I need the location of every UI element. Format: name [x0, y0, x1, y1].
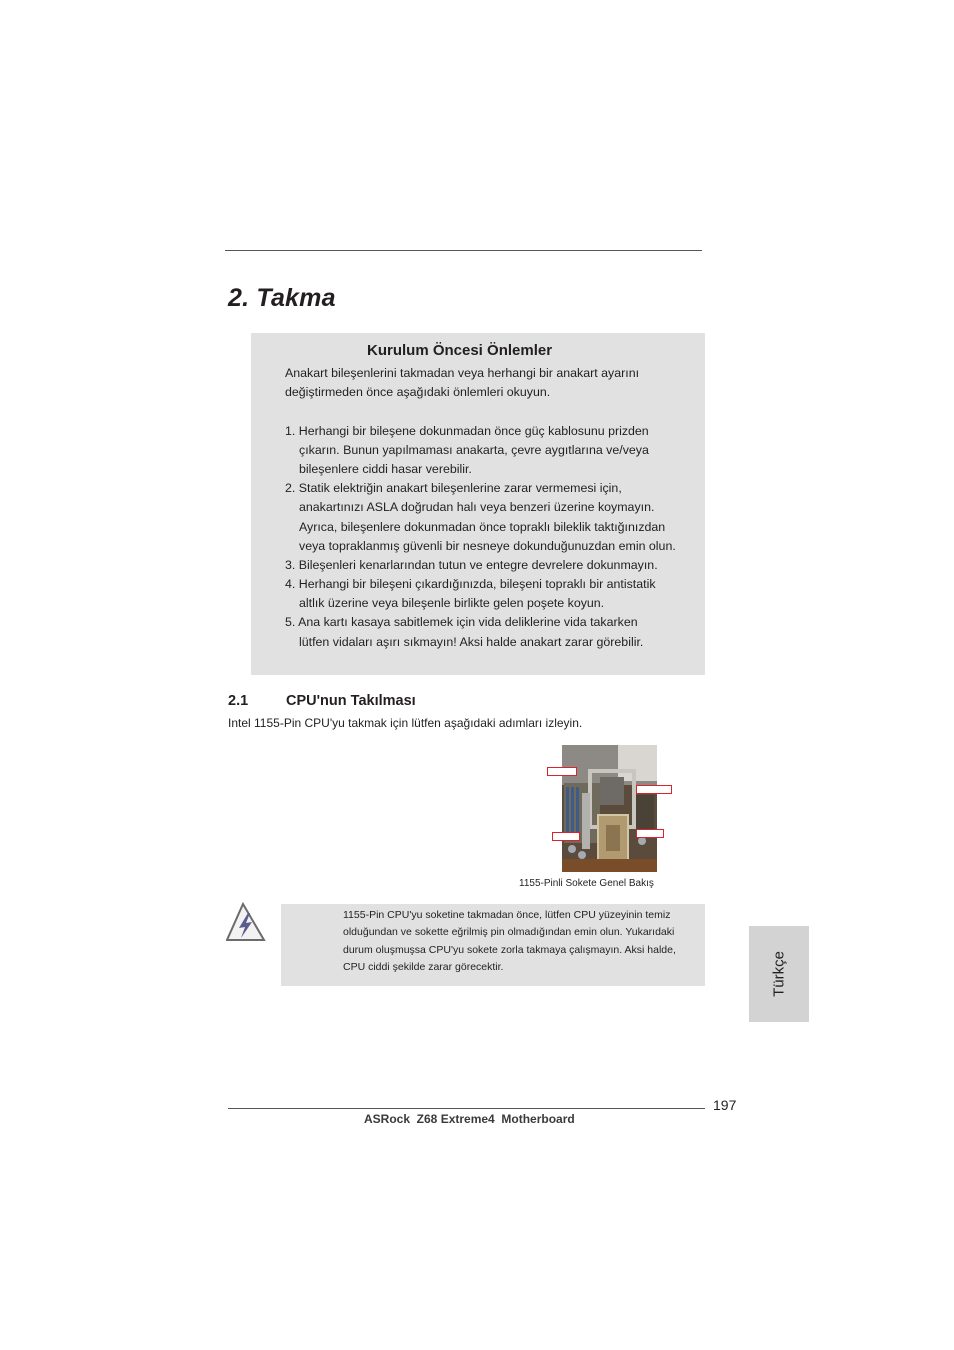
warning-electric-icon — [226, 902, 266, 942]
callout-tag — [547, 767, 577, 776]
warning-line: CPU ciddi şekilde zarar görecektir. — [343, 961, 504, 973]
precaution-item-1-cont: bileşenlere ciddi hasar verebilir. — [299, 462, 472, 476]
chapter-title: 2. Takma — [228, 284, 336, 312]
page-number: 197 — [713, 1097, 737, 1113]
warning-line: olduğundan ve sokette eğrilmiş pin olmadığından emin olun. Yukarıdaki — [343, 926, 675, 938]
footer-text: ASRock Z68 Extreme4 Motherboard — [364, 1112, 575, 1126]
precaution-item-3: 3. Bileşenleri kenarlarından tutun ve entegre devrelere dokunmayın. — [285, 558, 658, 572]
top-rule — [225, 250, 702, 251]
precaution-item-2-cont: anakartınızı ASLA doğrudan halı veya benzeri üzerine koymayın. — [299, 500, 655, 514]
figure-caption: 1155-Pinli Sokete Genel Bakış — [519, 878, 654, 889]
section-intro: Intel 1155-Pin CPU'yu takmak için lütfen aşağıdaki adımları izleyin. — [228, 716, 583, 730]
language-tab — [749, 926, 809, 1022]
precaution-item-1-cont: çıkarın. Bunun yapılmaması anakarta, çevre aygıtlarına ve/veya — [299, 443, 649, 457]
precaution-item-1: 1. Herhangi bir bileşene dokunmadan önce güç kablosunu prizden — [285, 424, 649, 438]
precautions-intro-line: değiştirmeden önce aşağıdaki önlemleri okuyun. — [285, 385, 551, 399]
callout-tag — [552, 832, 580, 841]
precaution-item-2-cont: Ayrıca, bileşenlere dokunmadan önce topraklı bileklik taktığınızdan — [299, 520, 666, 534]
callout-tag — [636, 829, 664, 838]
socket-photo — [562, 745, 657, 872]
warning-line: 1155-Pin CPU'yu soketine takmadan önce, lütfen CPU yüzeyinin temiz — [343, 909, 671, 921]
socket-photo-illustration — [562, 745, 657, 872]
callout-tag — [636, 785, 672, 794]
section-number: 2.1 — [228, 693, 249, 709]
section-title: CPU'nun Takılması — [286, 693, 416, 709]
precaution-item-2: 2. Statik elektriğin anakart bileşenlerine zarar vermemesi için, — [285, 481, 622, 495]
precautions-heading: Kurulum Öncesi Önlemler — [367, 342, 553, 359]
precaution-item-4: 4. Herhangi bir bileşeni çıkardığınızda, bileşeni topraklı bir antistatik — [285, 577, 656, 591]
section-heading — [228, 693, 416, 709]
footer-rule — [228, 1108, 705, 1109]
precaution-item-2-cont: veya topraklanmış güvenli bir nesneye dokunduğunuzdan emin olun. — [299, 539, 676, 553]
precaution-item-5: 5. Ana kartı kasaya sabitlemek için vida deliklerine vida takarken — [285, 615, 638, 629]
precaution-item-4-cont: altlık üzerine veya bileşenle birlikte gelen poşete koyun. — [299, 596, 605, 610]
language-tab-label: Türkçe — [770, 951, 788, 997]
precaution-item-5-cont: lütfen vidaları aşırı sıkmayın! Aksi halde anakart zarar görebilir. — [299, 635, 644, 649]
precautions-intro-line: Anakart bileşenlerini takmadan veya herhangi bir anakart ayarını — [285, 366, 640, 380]
warning-line: durum oluşmuşsa CPU'yu sokete zorla takmaya çalışmayın. Aksi halde, — [343, 944, 676, 956]
